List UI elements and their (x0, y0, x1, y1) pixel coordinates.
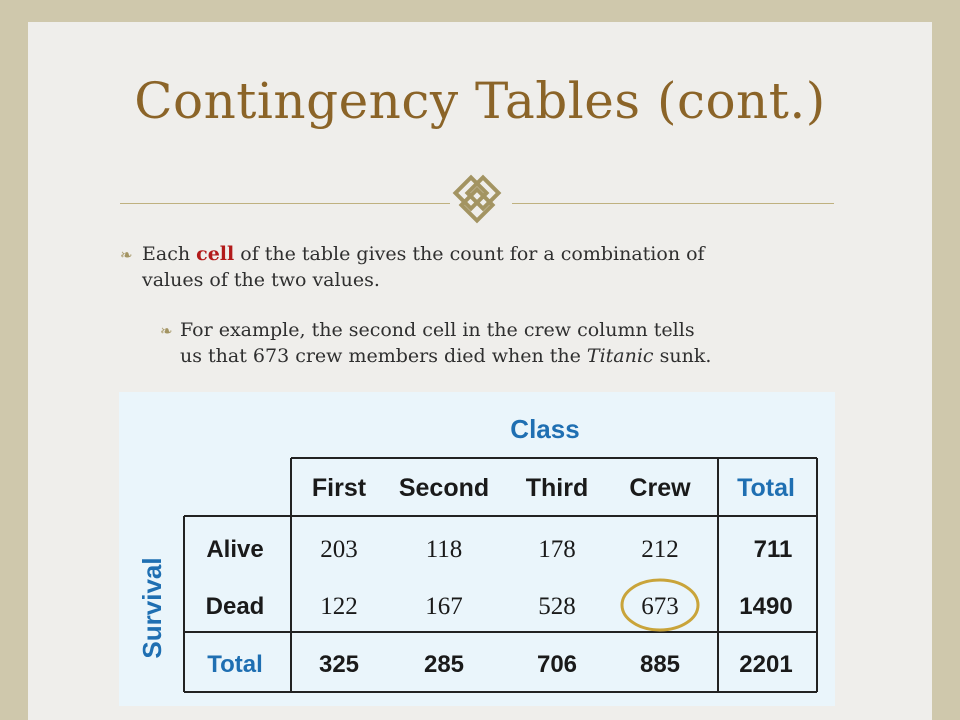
slide-title: Contingency Tables (cont.) (134, 72, 826, 130)
bullet-1-line2: values of the two values. (142, 269, 380, 291)
bullet-2-italic: Titanic (586, 345, 654, 367)
cell-alive-third: 178 (538, 536, 576, 563)
bullet-2-line2: us that 673 crew members died when the (180, 345, 587, 367)
table-grid (184, 458, 817, 692)
cell-dead-second: 167 (425, 593, 463, 620)
class-group-label: Class (510, 414, 580, 444)
row-label-alive: Alive (206, 536, 264, 563)
cell-alive-crew: 212 (641, 536, 679, 563)
column-header-first: First (311, 474, 367, 502)
survival-group-label: Survival (137, 557, 167, 659)
cell-total-crew: 885 (639, 651, 681, 678)
bullet-1-prefix: Each (142, 243, 197, 265)
cell-grand-total: 2201 (739, 651, 793, 678)
cell-alive-first: 203 (320, 536, 358, 563)
column-header-second: Second (398, 474, 490, 502)
cell-dead-crew: 673 (641, 593, 679, 620)
row-label-dead: Dead (205, 593, 265, 620)
title-divider-right (512, 203, 834, 204)
ornament-icon (446, 174, 508, 230)
cell-alive-total: 711 (753, 536, 793, 563)
column-header-crew: Crew (629, 474, 691, 502)
cell-total-first: 325 (318, 651, 360, 678)
bullet-cell-definition (120, 242, 870, 293)
cell-alive-second: 118 (425, 536, 463, 563)
cell-total-third: 706 (536, 651, 578, 678)
contingency-table-svg (119, 392, 835, 706)
cell-total-second: 285 (423, 651, 465, 678)
title-divider-left (120, 203, 450, 204)
cell-dead-total: 1490 (739, 593, 793, 620)
bullet-marker-icon: ❧ (120, 246, 133, 264)
row-label-total: Total (207, 651, 263, 678)
column-header-total: Total (737, 474, 795, 502)
bullet-2-line1: For example, the second cell in the crew column tells (180, 319, 695, 341)
cell-dead-first: 122 (320, 593, 358, 620)
bullet-1-highlight: cell (196, 243, 235, 265)
column-header-third: Third (525, 474, 589, 502)
bullet-example (160, 318, 880, 369)
bullet-2-suffix: sunk. (653, 345, 712, 367)
cell-dead-third: 528 (538, 593, 576, 620)
contingency-table (119, 392, 835, 706)
sub-bullet-marker-icon: ❧ (160, 322, 173, 340)
bullet-1-text: of the table gives the count for a combination of (234, 243, 705, 265)
